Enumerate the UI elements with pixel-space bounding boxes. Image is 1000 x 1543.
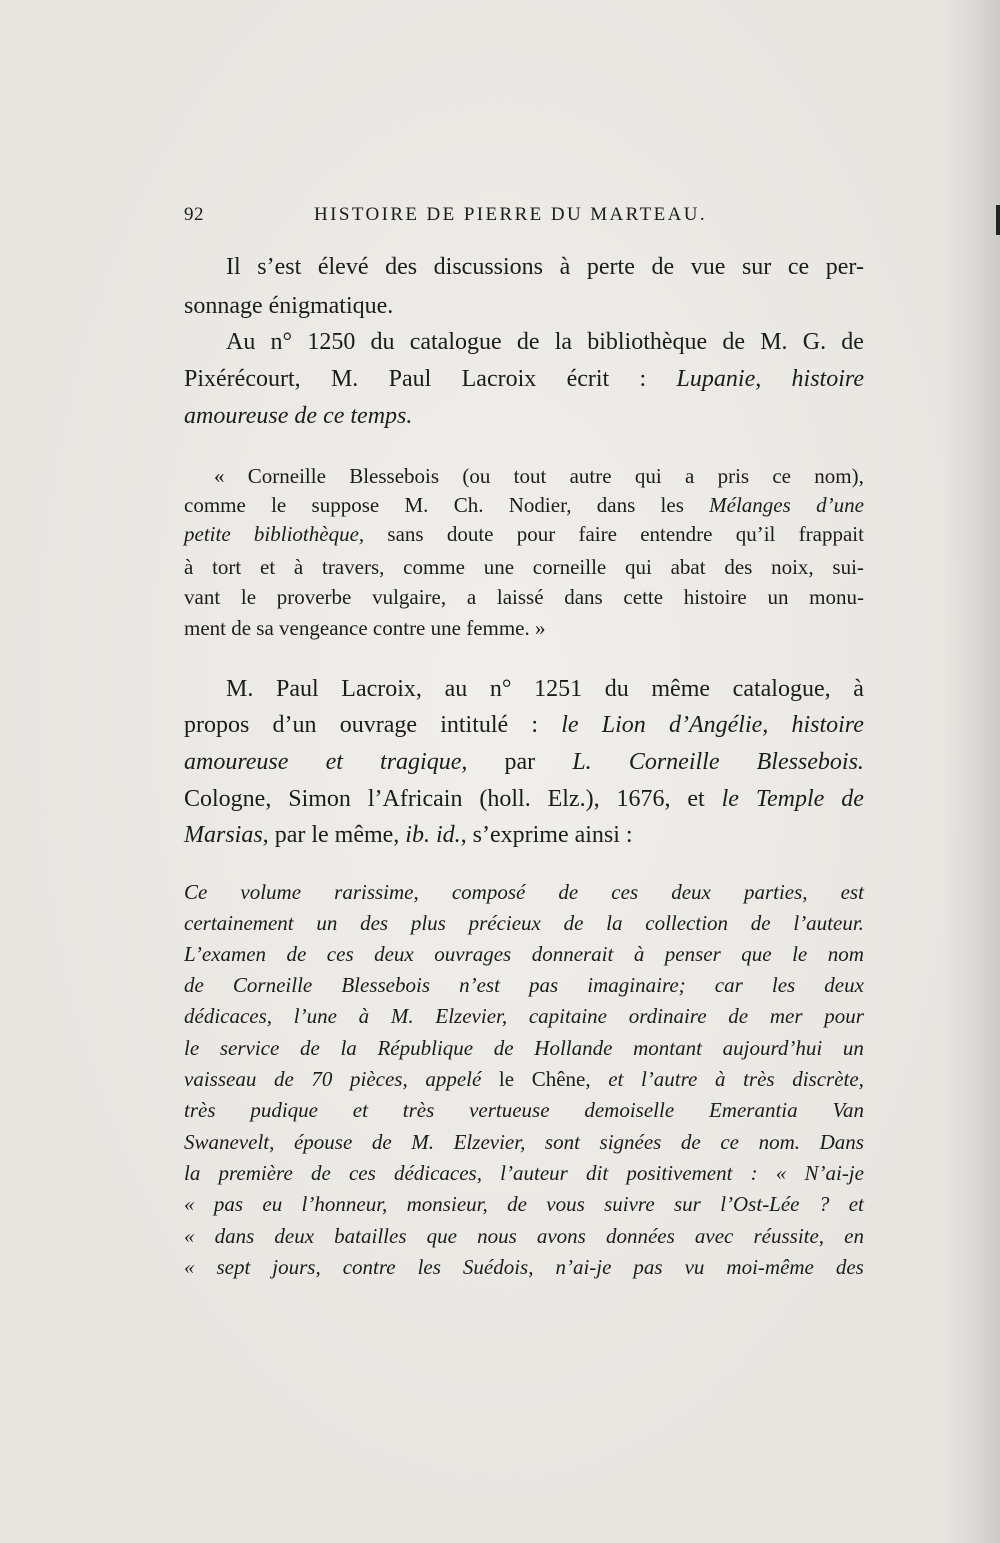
page-number: 92 [184,204,204,225]
page-edge-shadow [940,0,1000,1543]
running-head [184,204,752,232]
text-line: amoureuse et tragique, par L. Corneille Blessebois. [184,749,864,775]
text-line: « sept jours, contre les Suédois, n’ai-je pas vu moi-même des [184,1255,864,1279]
text-line: Pixérécourt, M. Paul Lacroix écrit : Lupanie, histoire [184,366,864,392]
text-line: le service de la République de Hollande montant aujourd’hui un [184,1036,864,1060]
text-line: Swanevelt, épouse de M. Elzevier, sont signées de ce nom. Dans [184,1130,864,1154]
text-line: petite bibliothèque, sans doute pour faire entendre qu’il frappait [184,522,864,546]
text-line: la première de ces dédicaces, l’auteur dit positivement : « N’ai-je [184,1161,864,1185]
text-line: de Corneille Blessebois n’est pas imaginaire; car les deux [184,973,864,997]
page-edge-mark [996,205,1000,235]
text-line: M. Paul Lacroix, au n° 1251 du même catalogue, à [226,676,864,702]
text-line: très pudique et très vertueuse demoiselle Emerantia Van [184,1098,864,1122]
text-line: Cologne, Simon l’Africain (holl. Elz.), 1676, et le Temple de [184,786,864,812]
text-line: L’examen de ces deux ouvrages donnerait à penser que le nom [184,942,864,966]
text-line: ment de sa vengeance contre une femme. » [184,616,546,640]
text-line: vaisseau de 70 pièces, appelé le Chêne, et l’autre à très discrète, [184,1067,864,1091]
text-line: Ce volume rarissime, composé de ces deux parties, est [184,880,864,904]
text-line: « Corneille Blessebois (ou tout autre qui a pris ce nom), [214,464,864,488]
text-line: Au n° 1250 du catalogue de la bibliothèque de M. G. de [226,329,864,355]
text-line: « pas eu l’honneur, monsieur, de vous suivre sur l’Ost-Lée ? et [184,1192,864,1216]
running-title: HISTOIRE DE PIERRE DU MARTEAU. [314,204,707,225]
text-line: propos d’un ouvrage intitulé : le Lion d’Angélie, histoire [184,712,864,738]
text-line: certainement un des plus précieux de la collection de l’auteur. [184,911,864,935]
text-line: à tort et à travers, comme une corneille qui abat des noix, sui- [184,555,864,579]
text-line: Il s’est élevé des discussions à perte de vue sur ce per- [226,254,864,280]
text-line: amoureuse de ce temps. [184,403,413,429]
text-line: dédicaces, l’une à M. Elzevier, capitaine ordinaire de mer pour [184,1004,864,1028]
text-line: Marsias, par le même, ib. id., s’exprime ainsi : [184,822,633,848]
text-line: « dans deux batailles que nous avons données avec réussite, en [184,1224,864,1248]
text-line: vant le proverbe vulgaire, a laissé dans cette histoire un monu- [184,585,864,609]
text-line: comme le suppose M. Ch. Nodier, dans les Mélanges d’une [184,493,864,517]
text-line: sonnage énigmatique. [184,293,394,319]
